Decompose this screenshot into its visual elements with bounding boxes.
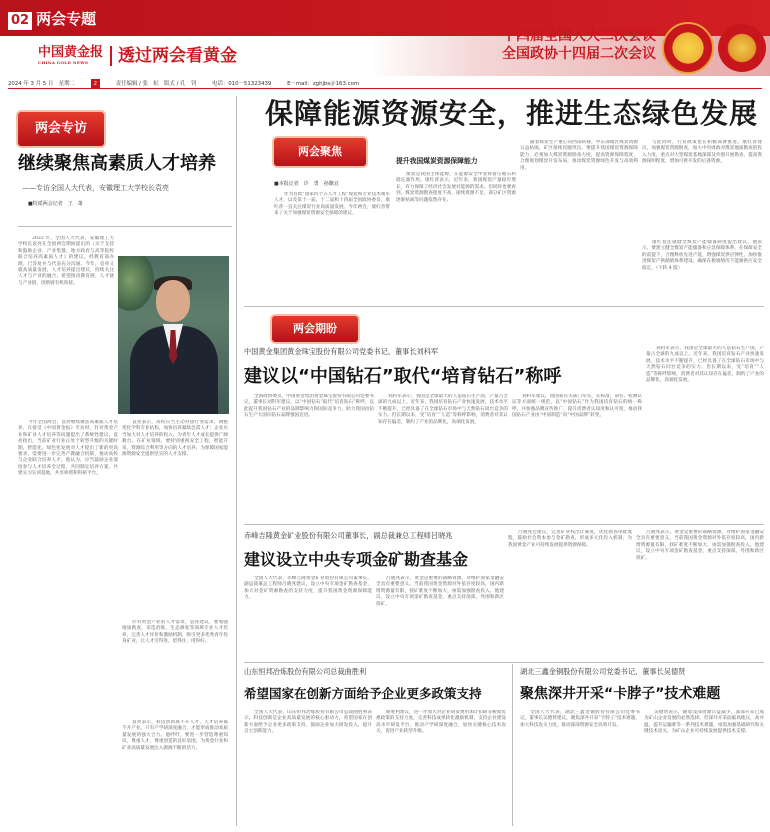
right-article-body: 康红普还就健全煤炭产能储备制度提出建议。他表示，要建立健全煤炭产能储备和应急保障体系，在保障安全的前提下，合理释放先进产能，增强煤炭供应弹性，加快推进煤炭产供储销体系建设，确保在极端情况下能源供应安全稳定。（下转 4 版） (642, 240, 762, 271)
main-headline: 保障能源资源安全，推进生态绿色发展 (265, 97, 759, 130)
section4-body: 全国人大代表，山东恒邦冶炼股份有限公司总裁曲胜利表示，科技创新是企业高质量发展的核心驱动力，希望国家在创新方面给予企业更多政策支持，鼓励企业加大研发投入，提升自主创新能力。 (244, 710, 372, 735)
section2-body: 全国政协委员，中国黄金集团黄金珠宝股份有限公司党委书记，董事长刘科军建议，以“中国钻石”取代“培育钻石”称呼，以此提升我国钻石产业的品牌影响力和国际竞争力，助力我国由钻石生产大国向钻石品牌强国迈进。 (244, 394, 374, 419)
page-num-box: 2 (91, 79, 100, 89)
section2-body: 刘科军表示，我国是全球最大的人造钻石生产国，产量占全球的九成以上。近年来，我国培育钻石产业快速发展，技术水平不断提升，已经具备了在全球钻石市场中与天然钻石同台竞争的实力。但长期以来，受“培育”“人造”等称呼影响，消费者对其认知存在偏差，制约了产业的品牌化，高端化发展。 (646, 346, 764, 384)
portrait-photo (118, 256, 229, 414)
section3-body: 吕晓兆还建议，完善矿业权出让制度，优化勘查审批流程，鼓励社会资本参与金矿勘查，形成多元化投入机制，为我国黄金产业可持续发展提供资源保障。 (508, 530, 632, 548)
face-shape (156, 280, 190, 322)
section-divider (244, 524, 764, 525)
section2-body: 刘科军表示，我国是全球最大的人造钻石生产国，产量占全球的九成以上。近年来，我国培育钻石产业快速发展，技术水平不断提升，已经具备了在全球钻石市场中与天然钻石同台竞争的实力。但长期以来，受“培育”“人造”等称呼影响，消费者对其认知存在偏差，制约了产业的品牌化，高端化发展。 (378, 394, 508, 425)
session-title: 十四届全国人大二次会议 全国政协十四届二次会议 (502, 28, 656, 62)
info-bar (8, 79, 762, 89)
left-article-body: 2023 年，全国人大代表，安徽理工大学校长袁亮在全国两会期间提出的《关于支持和鼓励企业，产业集群，地方政府与高等院校联合培养高素质人才》的建议，经教育部办理，已答复并与代表充分沟通。今年，袁亮又就高质量发展，人才培养提出建议，持续关注人才与产业的融合，希望推动教育链，人才链与产业链，创新链有机衔接。 (18, 236, 114, 286)
section4-header: 山东恒邦冶炼股份有限公司总裁曲胜利 (244, 667, 367, 676)
section2-title: 建议以“中国钻石”取代“培育钻石”称呼 (244, 366, 562, 387)
page-header (0, 0, 770, 76)
column-divider (236, 96, 237, 826)
right-article-body: 与此同时，行业政策也在积极部署推进。康红普建议，加强煤炭资源勘查，加大中央财政对煤炭地质勘查的投入力度，重点对大型煤炭基地深部及外围开展勘查，提高资源探明程度，增加可供开发的后备资源。 (642, 140, 762, 165)
tree-shape (118, 256, 158, 316)
right-article-reporter: ■本报记者 许 勇 孙飘宜 (274, 181, 339, 187)
header-slogan: 透过两会看黄金 (118, 46, 237, 66)
section-divider (244, 306, 764, 307)
npc-emblem-icon (662, 22, 714, 74)
section3-title: 建议设立中央专项金矿勘查基金 (244, 550, 469, 569)
section3-body: 全国人大代表，赤峰吉隆黄金矿业股份有限公司董事长，副总裁兼总工程师吕晓兆建议，设立中央专项金矿勘查基金，加大对金矿资源勘查的支持力度，提升我国黄金资源保障能力。 (244, 576, 372, 601)
email: E－mail：zghjbs＠163.com (287, 81, 360, 87)
left-article-body: 今年全国两会，袁亮继续聚焦高素质人才培养，在接受《中国黄金报》专访时，针对黄金产业和矿业人才培养等问题提出了系统性建议。袁亮指出，当前矿业行业正处于转型升级的关键时期，智能化，绿色化发展对人才提出了新的更高要求，需要进一步完善产教融合机制，推动高校与企业联合培养人才。他认为，应当鼓励企业深度参与人才培养全过程，共同制定培养方案，共建实习实训基地，共享师资和科研平台。 (18, 420, 118, 477)
interview-banner: 两会专访 (18, 112, 104, 146)
logo-divider (110, 46, 112, 66)
section2-body: 刘科军建议，由国家有关部门牵头，在标准，命名，检测认证等方面统一规范，以“中国钻石”作为我国培育钻石的统一称呼，并加强品牌宣传推广，提升消费者认知度和认可度，推动我国钻石产业由“中国制造”向“中国品牌”转变。 (512, 394, 642, 419)
divider (18, 226, 232, 227)
left-article-body: 袁亮表示，高校应当主动对接行业需求，调整优化学科专业结构，加快培养紧缺急需人才；企业应当加大对人才培养的投入，为青年人才成长提供广阔舞台。在矿业领域，要特别重视安全工程，智能开采，资源综合利用等方向的人才培养，为保障国家能源资源安全提供坚实的人才支撑。 (122, 420, 228, 458)
right-article-body: 作为首批“国家四个五人才工程”煤炭和专业技术领军人才，以及第十一届，十二届和十四届全国政协委员，康红普一直关注煤炭行业高质量发展。今年两会，康红普带来了关于加强煤炭资源安全保障的建议。 (274, 192, 390, 217)
column-divider (512, 664, 513, 826)
section5-body: 吴德贤表示，随着浅部资源日益减少，深部开采已成为矿山企业发展的必然选择。但深井开采面临高地压，高井温，提升运输难等一系列技术难题，亟需加强基础研究和关键技术攻关，为矿山企业可持续发展提供技术支撑。 (644, 710, 764, 735)
newspaper-logo: 中国黄金报 CHINA GOLD NEWS (38, 45, 104, 65)
expectation-banner: 两会期盼 (272, 316, 358, 342)
section-divider (244, 662, 764, 663)
left-article-body: 针对黄金产业的人才需求，袁亮建议，要加强地质勘查，采选冶炼，生态修复等领域专业人才培养，完善人才评价和激励机制，吸引更多优秀青年投身矿业，让人才引得进，留得住，用得好。 (122, 620, 228, 645)
left-article-byline: ■特派两会记者 王 萧 (28, 201, 83, 207)
right-article-body: 随着煤炭生产重心向西部转移，中东部地区煤炭资源日益枯竭，矿区接续问题突出。要提升我国煤炭资源保障能力，必须加大煤炭资源勘查力度，提高资源保障程度，合理规划煤炭开发布局，推动煤炭资源绿色开发与高效利用。 (520, 140, 638, 171)
right-article-kicker: 提升我国煤炭资源保障能力 (396, 157, 478, 165)
right-article-body: 煤炭是我国主体能源，在能源安全中发挥着压舱石和稳定器作用。康红普表示，近年来，我国煤炭产量稳步增长，有力保障了经济社会发展对能源的需求。但同时也要看到，煤炭资源勘查程度不高，接续资源不足，部分矿区资源逐渐枯竭等问题依然存在。 (396, 172, 516, 203)
page-number: 02 (8, 12, 32, 30)
section4-title: 希望国家在创新方面给予企业更多政策支持 (244, 686, 482, 701)
left-article-title: 继续聚焦高素质人才培养 (18, 153, 216, 174)
focus-banner: 两会聚焦 (274, 138, 366, 166)
section4-body: 曲胜利建议，进一步加大对企业研发费用加计扣除等税收优惠政策的支持力度，完善科技成果转化激励机制，支持企业建设高水平研发平台，推动产学研深度融合，加快关键核心技术攻关，促进产业转型升级。 (376, 710, 506, 735)
section2-header: 中国黄金集团黄金珠宝股份有限公司党委书记、董事长刘科军 (244, 347, 439, 356)
section-name: 两会专题 (36, 10, 97, 28)
left-article-body: 袁亮表示，科技创新离不开人才，人才培养离不开产业。只有产学研深度融合，才能形成推动高质量发展的强大合力。他呼吁，要进一步营造尊重知识，尊重人才，尊重创造的良好氛围，为黄金行业和矿业高质量发展注入源源不断的活力。 (122, 720, 228, 751)
section5-title: 聚焦深井开采“卡脖子”技术难题 (520, 686, 721, 702)
page-label (8, 8, 136, 30)
phone: 电话：010－51323439 (212, 81, 272, 87)
cppcc-emblem-icon (718, 24, 766, 72)
left-article-subtitle: ——专访全国人大代表，安徽理工大学校长袁亮 (22, 184, 169, 192)
section3-body: 吕晓兆表示，黄金是重要的战略资源，对维护国家金融安全具有重要意义。当前我国黄金资源对外依存度较高，国内新增资源量有限，找矿难度不断加大，亟需加强勘查投入。他建议，设立中央专项金矿勘查基金，重点支持深部，外围和新区找矿。 (636, 530, 764, 561)
issue-date: 2024 年 3 月 5 日 星期二 (8, 81, 75, 87)
editor-credit: 责任编辑 / 张 虹 版式 / 孔 钊 (115, 81, 197, 87)
section3-header: 赤峰吉隆黄金矿业股份有限公司董事长，副总裁兼总工程师吕晓兆 (244, 531, 453, 540)
section3-body: 吕晓兆表示，黄金是重要的战略资源，对维护国家金融安全具有重要意义。当前我国黄金资源对外依存度较高，国内新增资源量有限，找矿难度不断加大，亟需加强勘查投入。他建议，设立中央专项金矿勘查基金，重点支持深部，外围和新区找矿。 (376, 576, 504, 607)
section5-body: 全国人大代表，湖北三鑫金铜股份有限公司党委书记，董事长吴德贤建议，聚焦深井开采“卡脖子”技术难题，加大科技攻关力度，推动深部资源安全高效开发。 (520, 710, 640, 728)
section5-header: 湖北三鑫金铜股份有限公司党委书记、董事长吴德贤 (520, 667, 686, 676)
